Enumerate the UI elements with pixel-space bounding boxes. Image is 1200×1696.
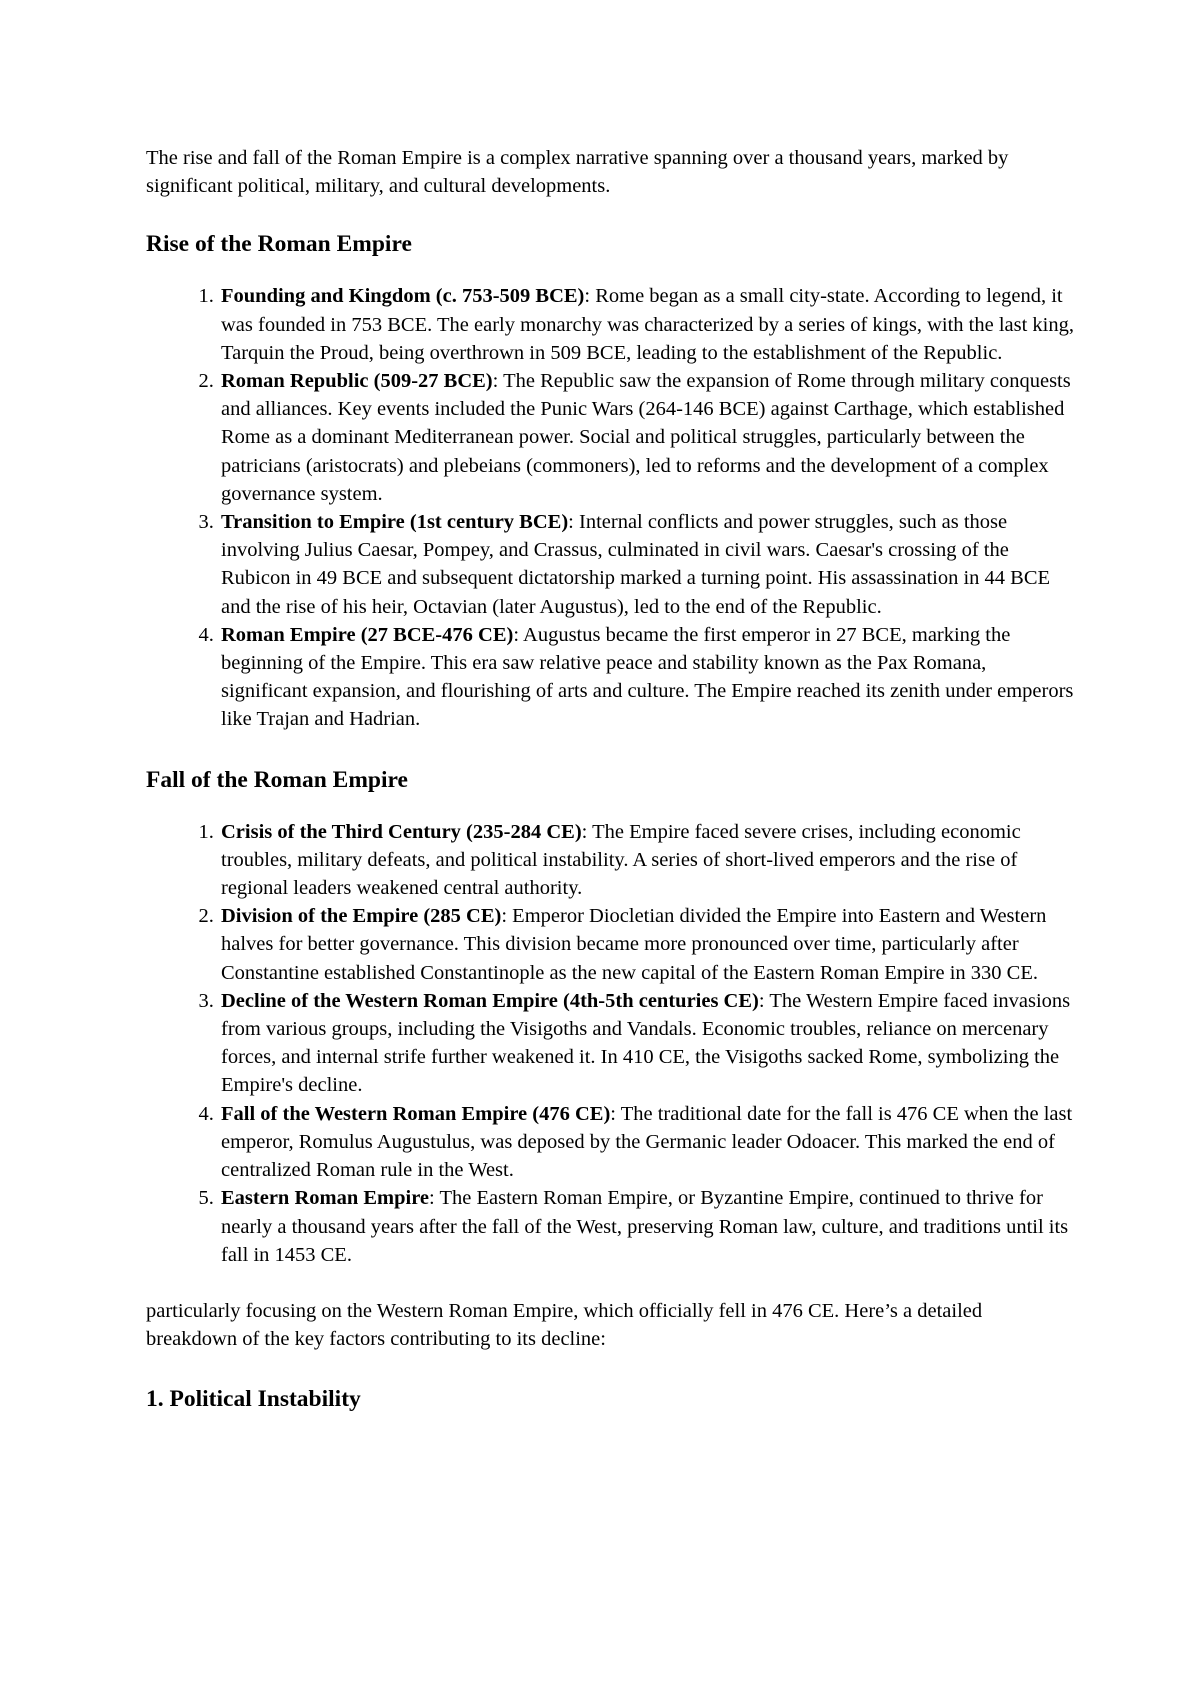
list-item	[219, 508, 1076, 621]
item-text: : Emperor Diocletian divided the Empire into Eastern and Western halves for better governance. This division became more pronounced over time, particularly after Constantine established Constantinople as the new capital of the Eastern Roman Empire in 330 CE.	[221, 905, 1047, 984]
fall-heading: Fall of the Roman Empire	[146, 766, 408, 793]
item-title: Transition to Empire (1st century BCE)	[221, 511, 569, 534]
rise-heading: Rise of the Roman Empire	[146, 231, 412, 258]
list-item	[219, 818, 1076, 903]
list-item	[219, 621, 1076, 734]
item-title: Eastern Roman Empire	[221, 1187, 430, 1210]
item-text: : The Eastern Roman Empire, or Byzantine Empire, continued to thrive for nearly a thousand years after the fall of the West, preserving Roman law, culture, and traditions until its fall in 1453 CE.	[221, 1187, 1069, 1266]
fall-list	[146, 818, 1076, 1269]
document-page	[146, 144, 1076, 1415]
rise-list	[146, 282, 1076, 733]
item-title: Decline of the Western Roman Empire (4th-5th centuries CE)	[221, 989, 759, 1012]
list-item	[219, 1184, 1076, 1269]
item-text: : Internal conflicts and power struggles, such as those involving Julius Caesar, Pompey, and Crassus, culminated in civil wars. Caesar's crossing of the Rubicon in 49 BCE and subsequent dictatorship marked a turning point. His assassination in 44 BCE and the rise of his heir, Octavian (later Augustus), led to the end of the Republic.	[221, 511, 1051, 618]
item-text: : Augustus became the first emperor in 27 BCE, marking the beginning of the Empire. This era saw relative peace and stability known as the Pax Romana, significant expansion, and flourishing of arts and culture. The Empire reached its zenith under emperors like Trajan and Hadrian.	[221, 623, 1074, 731]
list-item	[219, 1100, 1076, 1185]
item-text: : The Republic saw the expansion of Rome through military conquests and alliances. Key events included the Punic Wars (264-146 BCE) against Carthage, which established Rome as a dominant Mediterranean power. Social and political struggles, particularly between the patricians (aristocrats) and plebeians (commoners), led to reforms and the development of a complex governance system.	[221, 370, 1071, 505]
political-instability-heading: 1. Political Instability	[146, 1386, 361, 1413]
item-text: : Rome began as a small city-state. According to legend, it was founded in 753 BCE. The early monarchy was characterized by a series of kings, with the last king, Tarquin the Proud, being overthrown in 509 BCE, leading to the establishment of the Republic.	[221, 285, 1074, 364]
item-title: Fall of the Western Roman Empire (476 CE)	[221, 1102, 611, 1125]
intro-paragraph: The rise and fall of the Roman Empire is a complex narrative spanning over a thousand years, marked by significant political, military, and cultural developments.	[146, 147, 1009, 198]
item-title: Founding and Kingdom (c. 753-509 BCE)	[221, 285, 585, 308]
list-item	[219, 902, 1076, 987]
closing-paragraph: particularly focusing on the Western Roman Empire, which officially fell in 476 CE. Here’s a detailed breakdown of the key factors contributing to its decline:	[146, 1299, 983, 1351]
item-text: : The traditional date for the fall is 476 CE when the last emperor, Romulus Augustulus, was deposed by the Germanic leader Odoacer. This marked the end of centralized Roman rule in the West.	[221, 1102, 1073, 1182]
item-title: Roman Empire (27 BCE-476 CE)	[221, 623, 514, 646]
list-item	[219, 282, 1076, 367]
item-text: : The Western Empire faced invasions from various groups, including the Visigoths and Vandals. Economic troubles, reliance on mercenary forces, and internal strife further weakened it. In 410 CE, the Visigoths sacked Rome, symbolizing the Empire's decline.	[221, 989, 1071, 1097]
list-item	[219, 987, 1076, 1100]
item-title: Division of the Empire (285 CE)	[221, 905, 502, 928]
item-text: : The Empire faced severe crises, including economic troubles, military defeats, and political instability. A series of short-lived emperors and the rise of regional leaders weakened central authority.	[221, 820, 1021, 900]
list-item	[219, 367, 1076, 508]
item-title: Roman Republic (509-27 BCE)	[221, 370, 493, 393]
item-title: Crisis of the Third Century (235-284 CE)	[221, 820, 582, 843]
